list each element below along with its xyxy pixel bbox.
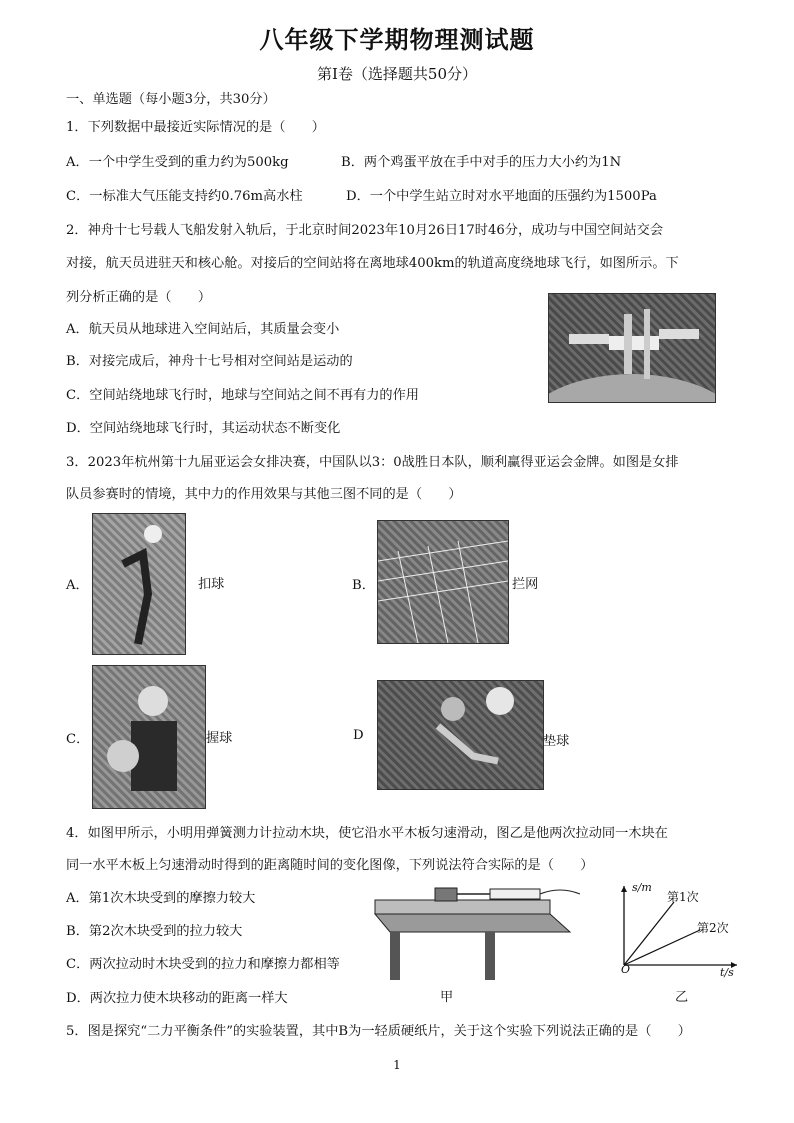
graph-x-label: t/s: [720, 966, 734, 979]
q3-option-a-letter: A．: [66, 578, 89, 593]
wood-block-icon: [435, 888, 457, 901]
q3-option-c-caption: 握球: [206, 731, 233, 746]
q1-stem: 1．下列数据中最接近实际情况的是（ ）: [66, 120, 325, 135]
section-heading: 一、单选题（每小题3分，共30分）: [66, 92, 276, 107]
q4-option-c: C．两次拉动时木块受到的拉力和摩擦力都相等: [66, 957, 340, 972]
q3-option-c-letter: C．: [66, 732, 90, 747]
spike-player-icon: [93, 514, 185, 654]
photo-dig: [377, 680, 544, 790]
q2-option-c: C．空间站绕地球飞行时，地球与空间站之间不再有力的作用: [66, 388, 419, 403]
dig-player-icon: [378, 681, 543, 789]
hold-ball-player-icon: [93, 666, 205, 808]
photo-spike: [92, 513, 186, 655]
photo-block: [377, 520, 509, 644]
q3-option-a-caption: 扣球: [198, 577, 225, 592]
graph-series-2-label: 第2次: [697, 921, 729, 935]
q2-stem-line1: 2．神舟十七号载人飞船发射入轨后，于北京时间2023年10月26日17时46分，成功与中国空间站交会: [66, 223, 664, 238]
page-number: 1: [393, 1058, 401, 1072]
q2-stem-line2: 对接，航天员进驻天和核心舱。对接后的空间站将在离地球400km的轨道高度绕地球飞行，如图所示。下: [66, 256, 679, 271]
space-station-icon: [549, 294, 715, 402]
q3-stem-line2: 队员参赛时的情境，其中力的作用效果与其他三图不同的是（ ）: [66, 487, 462, 502]
series-1-line: [624, 902, 674, 965]
page-subtitle: 第Ⅰ卷（选择题共50分）: [316, 65, 477, 83]
q1-option-b: B．两个鸡蛋平放在手中对手的压力大小约为1N: [341, 155, 622, 170]
figure-yi-label: 乙: [675, 990, 689, 1005]
q1-option-d: D．一个中学生站立时对水平地面的压强约为1500Pa: [346, 189, 657, 204]
q2-option-b: B．对接完成后，神舟十七号相对空间站是运动的: [66, 354, 353, 369]
figure-jia-apparatus: [370, 880, 585, 980]
series-2-line: [624, 930, 700, 965]
q2-stem-line3: 列分析正确的是（ ）: [66, 290, 212, 305]
q4-stem-line2: 同一水平木板上匀速滑动时得到的距离随时间的变化图像，下列说法符合实际的是（ ）: [66, 858, 594, 873]
q2-option-d: D．空间站绕地球飞行时，其运动状态不断变化: [66, 421, 341, 436]
graph-series-1-label: 第1次: [667, 890, 699, 904]
q2-option-a: A．航天员从地球进入空间站后，其质量会变小: [66, 322, 340, 337]
q3-stem-line1: 3．2023年杭州第十九届亚运会女排决赛，中国队以3：0战胜日本队，顺利赢得亚运会金牌。如图是女排: [66, 455, 679, 470]
photo-hold-ball: [92, 665, 206, 809]
q1-option-c: C．一标准大气压能支持约0.76m高水柱: [66, 189, 303, 204]
q3-option-b-letter: B．: [352, 578, 375, 593]
q1-option-a: A．一个中学生受到的重力约为500kg: [66, 155, 289, 170]
q3-option-d-caption: 垫球: [543, 734, 570, 749]
graph-y-label: s/m: [632, 881, 652, 894]
graph-origin: O: [621, 963, 631, 976]
page-title: 八年级下学期物理测试题: [259, 25, 535, 54]
q4-option-b: B．第2次木块受到的拉力较大: [66, 924, 243, 939]
spring-scale-icon: [490, 889, 540, 899]
net-icon: [378, 521, 508, 643]
q4-option-d: D．两次拉力使木块移动的距离一样大: [66, 991, 288, 1006]
q3-option-d-letter: D: [353, 728, 364, 743]
q4-option-a: A．第1次木块受到的摩擦力较大: [66, 891, 256, 906]
q3-option-b-caption: 拦网: [512, 577, 539, 592]
q4-stem-line1: 4．如图甲所示，小明用弹簧测力计拉动木块，使它沿水平木板匀速滑动，图乙是他两次拉动同一木块在: [66, 826, 668, 841]
figure-jia-label: 甲: [440, 990, 454, 1005]
hand-icon: [540, 890, 580, 894]
q5-stem-line1: 5．图是探究“二力平衡条件”的实验装置，其中B为一轻质硬纸片，关于这个实验下列说法正确的是（ ）: [66, 1024, 691, 1039]
space-station-photo: [548, 293, 716, 403]
